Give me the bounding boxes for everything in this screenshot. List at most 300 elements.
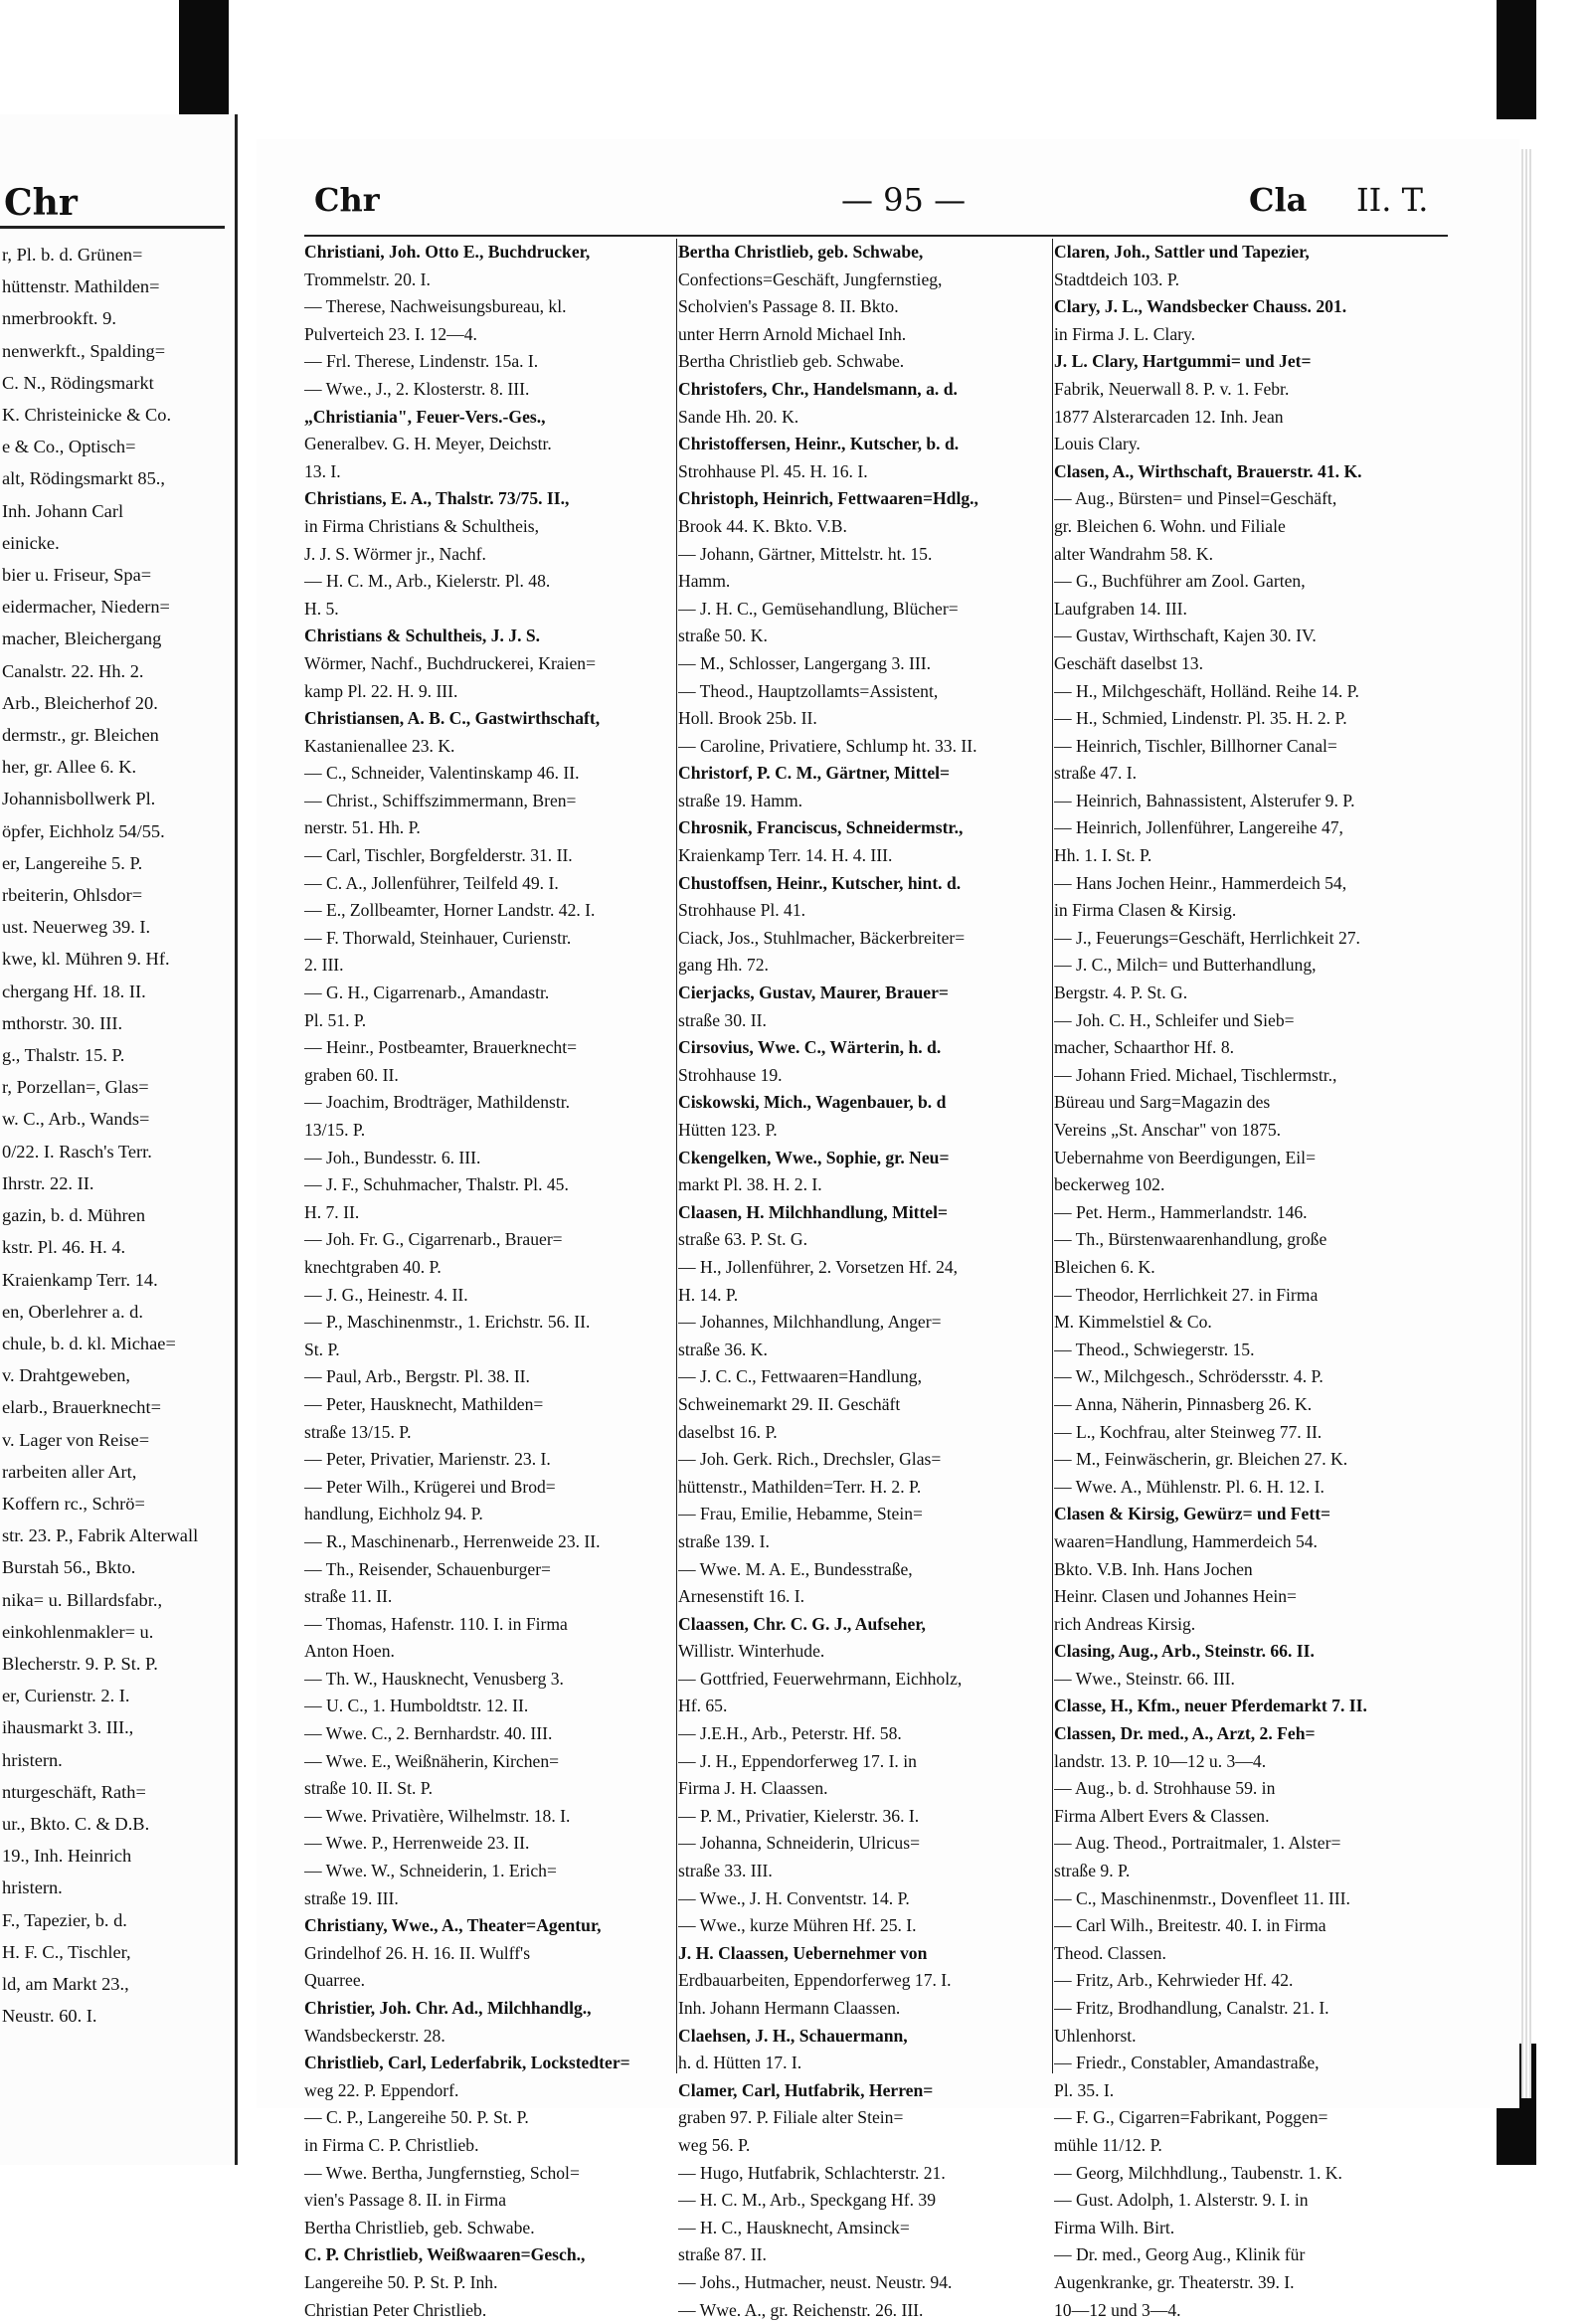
entry-line: — Wwe., Steinstr. 66. III. [1054, 1668, 1235, 1689]
entry-line: Quarree. [304, 1970, 366, 1991]
previous-page-line: Ihrstr. 22. II. [2, 1172, 94, 1193]
entry-line: — Therese, Nachweisungsbureau, kl. [304, 296, 567, 317]
entry-line: — Theod., Schwiegerstr. 15. [1054, 1339, 1255, 1359]
entry-line: — Wwe. A., Mühlenstr. Pl. 6. H. 12. I. [1054, 1476, 1325, 1497]
entry-line: straße 47. I. [1054, 763, 1138, 784]
entry-line: — Th., Bürstenwaarenhandlung, große [1054, 1229, 1327, 1250]
entry-line: St. P. [304, 1339, 340, 1359]
entry-line: — H., Jollenführer, 2. Vorsetzen Hf. 24, [678, 1256, 959, 1277]
entry-line: h. d. Hütten 17. I. [678, 2053, 802, 2073]
entry-line: — W., Milchgesch., Schrödersstr. 4. P. [1054, 1366, 1324, 1387]
previous-page-line: r, Pl. b. d. Grünen= [2, 245, 143, 265]
previous-page-line: ur., Bkto. C. & D.B. [2, 1813, 150, 1834]
entry-line: straße 9. P. [1054, 1861, 1131, 1881]
entry-line: — L., Kochfrau, alter Steinweg 77. II. [1054, 1421, 1323, 1442]
entry-line: — Frau, Emilie, Hebamme, Stein= [678, 1504, 923, 1524]
entry-line: — Gustav, Wirthschaft, Kajen 30. IV. [1054, 626, 1317, 646]
entry-line: nerstr. 51. Hh. P. [304, 817, 421, 838]
entry-heading-line: J. H. Claassen, Uebernehmer von [678, 1942, 928, 1963]
entry-line: weg 56. P. [678, 2134, 751, 2155]
previous-page-line: str. 23. P., Fabrik Alterwall [2, 1525, 199, 1546]
entry-line: Pl. 51. P. [304, 1009, 367, 1030]
entry-line: Erdbauarbeiten, Eppendorferweg 17. I. [678, 1970, 952, 1991]
directory-column-2 [678, 239, 1050, 2324]
entry-line: Stadtdeich 103. P. [1054, 268, 1180, 289]
entry-line: Büreau und Sarg=Magazin des [1054, 1092, 1271, 1113]
entry-line: Hh. 1. I. St. P. [1054, 845, 1152, 866]
entry-line: — Wwe., kurze Mühren Hf. 25. I. [678, 1915, 917, 1936]
entry-line: — C. P., Langereihe 50. P. St. P. [304, 2107, 529, 2128]
entry-heading-line: Classe, H., Kfm., neuer Pferdemarkt 7. II. [1054, 1696, 1367, 1716]
page-edge [1521, 149, 1531, 2098]
entry-line: markt Pl. 38. H. 2. I. [678, 1174, 822, 1195]
entry-line: Sande Hh. 20. K. [678, 406, 799, 427]
entry-heading-line: Christians & Schultheis, J. J. S. [304, 626, 541, 646]
entry-line: — C. A., Jollenführer, Teilfeld 49. I. [304, 872, 559, 893]
entry-line: — Th. W., Hausknecht, Venusberg 3. [304, 1668, 564, 1689]
entry-line: — Carl Wilh., Breitestr. 40. I. in Firma [1054, 1915, 1326, 1936]
entry-heading-line: Ciskowski, Mich., Wagenbauer, b. d [678, 1092, 947, 1113]
entry-heading-line: Classen, Dr. med., A., Arzt, 2. Feh= [1054, 1723, 1316, 1744]
previous-page-line: e & Co., Optisch= [2, 437, 136, 457]
previous-page-line: 0/22. I. Rasch's Terr. [2, 1141, 152, 1162]
entry-line: Holl. Brook 25b. II. [678, 708, 817, 729]
entry-line: — Johannes, Milchhandlung, Anger= [678, 1312, 942, 1333]
entry-line: 1877 Alsterarcaden 12. Inh. Jean [1054, 406, 1284, 427]
entry-line: Heinr. Clasen und Johannes Hein= [1054, 1586, 1297, 1607]
previous-page-line: hristern. [2, 1749, 63, 1770]
entry-heading-line: Ckengelken, Wwe., Sophie, gr. Neu= [678, 1147, 950, 1167]
entry-line: Geschäft daselbst 13. [1054, 652, 1203, 673]
entry-line: straße 30. II. [678, 1009, 767, 1030]
entry-line: — Peter Wilh., Krügerei und Brod= [304, 1476, 556, 1497]
entry-line: — Johanna, Schneiderin, Ulricus= [678, 1833, 920, 1854]
entry-line: landstr. 13. P. 10—12 u. 3—4. [1054, 1750, 1267, 1771]
entry-line: — J. H., Eppendorferweg 17. I. in [678, 1750, 917, 1771]
entry-line: Bkto. V.B. Inh. Hans Jochen [1054, 1558, 1253, 1579]
entry-line: — Hugo, Hutfabrik, Schlachterstr. 21. [678, 2162, 946, 2183]
entry-line: 13. I. [304, 460, 341, 481]
entry-line: Louis Clary. [1054, 434, 1141, 454]
entry-line: Ciack, Jos., Stuhlmacher, Bäckerbreiter= [678, 927, 966, 948]
entry-line: in Firma C. P. Christlieb. [304, 2134, 479, 2155]
entry-line: — Wwe. Privatière, Wilhelmstr. 18. I. [304, 1805, 571, 1826]
header-right-catchword: Cla [1249, 181, 1308, 219]
previous-page-line: her, gr. Allee 6. K. [2, 757, 137, 778]
previous-page-line: Neustr. 60. I. [2, 2006, 97, 2027]
previous-page-line: Johannisbollwerk Pl. [2, 789, 156, 809]
entry-line: Arnesenstift 16. I. [678, 1586, 805, 1607]
previous-page-line: hüttenstr. Mathilden= [2, 276, 160, 297]
previous-page-line: Blecherstr. 9. P. St. P. [2, 1653, 158, 1674]
entry-line: Hf. 65. [678, 1696, 728, 1716]
previous-page-line: Koffern rc., Schrö= [2, 1493, 145, 1514]
previous-page-line: v. Lager von Reise= [2, 1429, 150, 1450]
entry-line: — Heinrich, Tischler, Billhorner Canal= [1054, 735, 1337, 756]
entry-line: — H. C. M., Arb., Kielerstr. Pl. 48. [304, 571, 551, 592]
previous-page-line: eidermacher, Niedern= [2, 597, 170, 618]
previous-page-line: gazin, b. d. Mühren [2, 1205, 146, 1226]
directory-column-3 [1054, 239, 1432, 2324]
entry-line: Kastanienallee 23. K. [304, 735, 455, 756]
volume-label: II. T. [1356, 181, 1429, 219]
entry-line: — Friedr., Constabler, Amandastraße, [1054, 2053, 1320, 2073]
entry-line: — Wwe. M. A. E., Bundesstraße, [678, 1558, 913, 1579]
entry-line: straße 36. K. [678, 1339, 768, 1359]
entry-line: — Carl, Tischler, Borgfelderstr. 31. II. [304, 845, 573, 866]
directory-page [257, 139, 1519, 2320]
entry-line: Grindelhof 26. H. 16. II. Wulff's [304, 1942, 531, 1963]
entry-line: Kraienkamp Terr. 14. H. 4. III. [678, 845, 893, 866]
entry-line: Firma J. H. Claassen. [678, 1778, 828, 1799]
entry-line: Langereihe 50. P. St. P. Inh. [304, 2271, 498, 2292]
previous-page-line: er, Langereihe 5. P. [2, 852, 143, 873]
entry-line: — Wwe., J. H. Conventstr. 14. P. [678, 1887, 910, 1908]
entry-line: Inh. Johann Hermann Claassen. [678, 1998, 901, 2018]
entry-line: Bergstr. 4. P. St. G. [1054, 983, 1188, 1003]
entry-line: Schweinemarkt 29. II. Geschäft [678, 1393, 901, 1414]
entry-line: — J. G., Heinestr. 4. II. [304, 1284, 468, 1305]
previous-page-fragment [0, 114, 238, 2165]
previous-page-line: hristern. [2, 1877, 63, 1898]
entry-line: handlung, Eichholz 94. P. [304, 1504, 483, 1524]
previous-page-line: einkohlenmakler= u. [2, 1621, 154, 1642]
previous-page-line: nika= u. Billardsfabr., [2, 1589, 163, 1610]
entry-heading-line: Christorf, P. C. M., Gärtner, Mittel= [678, 763, 951, 784]
previous-page-line: C. N., Rödingsmarkt [2, 372, 154, 393]
entry-line: Pl. 35. I. [1054, 2079, 1115, 2100]
previous-page-line: chule, b. d. kl. Michae= [2, 1333, 176, 1353]
entry-line: in Firma Christians & Schultheis, [304, 515, 540, 536]
previous-page-line: F., Tapezier, b. d. [2, 1909, 127, 1930]
entry-line: straße 13/15. P. [304, 1421, 412, 1442]
entry-heading-line: Christofers, Chr., Handelsmann, a. d. [678, 378, 958, 399]
entry-line: Theod. Classen. [1054, 1942, 1166, 1963]
entry-line: Hütten 123. P. [678, 1120, 778, 1140]
entry-line: — Wwe. C., 2. Bernhardstr. 40. III. [304, 1723, 553, 1744]
entry-line: — R., Maschinenarb., Herrenweide 23. II. [304, 1530, 601, 1551]
entry-line: graben 97. P. Filiale alter Stein= [678, 2107, 904, 2128]
entry-heading-line: Christoffersen, Heinr., Kutscher, b. d. [678, 434, 960, 454]
entry-heading-line: Claasen, H. Milchhandlung, Mittel= [678, 1201, 949, 1222]
directory-column-1 [304, 239, 674, 2324]
entry-line: rich Andreas Kirsig. [1054, 1613, 1196, 1634]
entry-heading-line: Claassen, Chr. C. G. J., Aufseher, [678, 1613, 926, 1634]
previous-page-line: alt, Rödingsmarkt 85., [2, 468, 165, 489]
entry-line: — M., Schlosser, Langergang 3. III. [678, 652, 932, 673]
entry-line: — Heinrich, Jollenführer, Langereihe 47, [1054, 817, 1343, 838]
entry-heading-line: Clasen & Kirsig, Gewürz= und Fett= [1054, 1504, 1331, 1524]
previous-page-line: rbeiterin, Ohlsdor= [2, 885, 143, 906]
entry-line: straße 33. III. [678, 1861, 773, 1881]
entry-line: Uebernahme von Beerdigungen, Eil= [1054, 1147, 1316, 1167]
entry-line: straße 19. III. [304, 1887, 399, 1908]
entry-line: Firma Wilh. Birt. [1054, 2217, 1175, 2237]
entry-line: — Johs., Hutmacher, neust. Neustr. 94. [678, 2271, 953, 2292]
entry-line: — Hans Jochen Heinr., Hammerdeich 54, [1054, 872, 1347, 893]
previous-page-line: Inh. Johann Carl [2, 500, 124, 521]
entry-line: Fabrik, Neuerwall 8. P. v. 1. Febr. [1054, 378, 1290, 399]
entry-line: — Johann, Gärtner, Mittelstr. ht. 15. [678, 543, 933, 564]
previous-page-line: kwe, kl. Mühren 9. Hf. [2, 949, 170, 970]
entry-line: — Theod., Hauptzollamts=Assistent, [678, 680, 939, 701]
entry-line: straße 19. Hamm. [678, 790, 803, 810]
entry-line: — Joh., Bundesstr. 6. III. [304, 1147, 481, 1167]
entry-heading-line: Christians, E. A., Thalstr. 73/75. II., [304, 488, 570, 509]
entry-line: Generalbev. G. H. Meyer, Deichstr. [304, 434, 552, 454]
entry-line: — Thomas, Hafenstr. 110. I. in Firma [304, 1613, 568, 1634]
entry-line: 10—12 und 3—4. [1054, 2299, 1181, 2320]
entry-line: straße 50. K. [678, 626, 768, 646]
entry-line: Strohhause Pl. 41. [678, 900, 806, 921]
entry-line: — Dr. med., Georg Aug., Klinik für [1054, 2244, 1306, 2265]
entry-line: — Wwe., J., 2. Klosterstr. 8. III. [304, 378, 530, 399]
entry-line: vien's Passage 8. II. in Firma [304, 2190, 507, 2211]
entry-heading-line: Christoph, Heinrich, Fettwaaren=Hdlg., [678, 488, 978, 509]
entry-line: Confections=Geschäft, Jungfernstieg, [678, 268, 943, 289]
entry-line: Trommelstr. 20. I. [304, 268, 431, 289]
entry-line: Christian Peter Christlieb. [304, 2299, 487, 2320]
entry-line: knechtgraben 40. P. [304, 1256, 442, 1277]
entry-heading-line: Chrosnik, Franciscus, Schneidermstr., [678, 817, 964, 838]
previous-page-header: Chr [4, 182, 78, 224]
entry-line: H. 5. [304, 598, 339, 619]
entry-line: alter Wandrahm 58. K. [1054, 543, 1213, 564]
entry-line: — Wwe. W., Schneiderin, 1. Erich= [304, 1861, 557, 1881]
entry-line: Strohhause Pl. 45. H. 16. I. [678, 460, 868, 481]
previous-page-line: er, Curienstr. 2. I. [2, 1686, 130, 1706]
entry-line: — F. Thorwald, Steinhauer, Curienstr. [304, 927, 572, 948]
previous-page-line: ld, am Markt 23., [2, 1973, 129, 1994]
entry-line: — Georg, Milchhdlung., Taubenstr. 1. K. [1054, 2162, 1342, 2183]
previous-page-line: Canalstr. 22. Hh. 2. [2, 660, 144, 681]
entry-line: beckerweg 102. [1054, 1174, 1165, 1195]
entry-heading-line: Claren, Joh., Sattler und Tapezier, [1054, 242, 1310, 262]
entry-line: — Joh. Fr. G., Cigarrenarb., Brauer= [304, 1229, 563, 1250]
entry-line: kamp Pl. 22. H. 9. III. [304, 680, 458, 701]
previous-page-text [2, 239, 233, 2032]
entry-line: straße 87. II. [678, 2244, 767, 2265]
previous-page-line: Burstah 56., Bkto. [2, 1557, 136, 1578]
entry-line: — Wwe. E., Weißnäherin, Kirchen= [304, 1750, 560, 1771]
entry-line: — Aug. Theod., Portraitmaler, 1. Alster= [1054, 1833, 1341, 1854]
entry-line: — Gottfried, Feuerwehrmann, Eichholz, [678, 1668, 963, 1689]
entry-line: M. Kimmelstiel & Co. [1054, 1312, 1212, 1333]
entry-line: daselbst 16. P. [678, 1421, 778, 1442]
entry-line: Anton Hoen. [304, 1641, 395, 1662]
previous-page-line: mthorstr. 30. III. [2, 1012, 123, 1033]
entry-heading-line: Claehsen, J. H., Schauermann, [678, 2025, 908, 2046]
entry-line: — Gust. Adolph, 1. Alsterstr. 9. I. in [1054, 2190, 1309, 2211]
entry-line: graben 60. II. [304, 1064, 399, 1085]
entry-line: H. 7. II. [304, 1201, 360, 1222]
entry-line: Bleichen 6. K. [1054, 1256, 1155, 1277]
previous-page-line: Arb., Bleicherhof 20. [2, 692, 158, 713]
previous-page-line: w. C., Arb., Wands= [2, 1109, 150, 1130]
entry-heading-line: Christiani, Joh. Otto E., Buchdrucker, [304, 242, 591, 262]
entry-line: — Wwe. A., gr. Reichenstr. 26. III. [678, 2299, 924, 2320]
previous-page-line: ust. Neuerweg 39. I. [2, 917, 151, 938]
entry-line: — Pet. Herm., Hammerlandstr. 146. [1054, 1201, 1308, 1222]
entry-line: — U. C., 1. Humboldtstr. 12. II. [304, 1696, 529, 1716]
entry-line: — G., Buchführer am Zool. Garten, [1054, 571, 1306, 592]
entry-line: gang Hh. 72. [678, 955, 769, 976]
entry-line: Laufgraben 14. III. [1054, 598, 1187, 619]
entry-line: — Wwe. Bertha, Jungfernstieg, Schol= [304, 2162, 580, 2183]
entry-line: — Christ., Schiffszimmermann, Bren= [304, 790, 577, 810]
entry-heading-line: Cirsovius, Wwe. C., Wärterin, h. d. [678, 1037, 942, 1058]
entry-line: — F. G., Cigarren=Fabrikant, Poggen= [1054, 2107, 1328, 2128]
entry-line: — C., Schneider, Valentinskamp 46. II. [304, 763, 580, 784]
entry-line: Hamm. [678, 571, 731, 592]
previous-page-line: ihausmarkt 3. III., [2, 1717, 134, 1738]
entry-heading-line: Clasing, Aug., Arb., Steinstr. 66. II. [1054, 1641, 1315, 1662]
entry-line: — Wwe. P., Herrenweide 23. II. [304, 1833, 530, 1854]
previous-page-rule [0, 226, 225, 229]
entry-line: 2. III. [304, 955, 344, 976]
entry-heading-line: „Christiania", Feuer-Vers.-Ges., [304, 406, 546, 427]
entry-line: H. 14. P. [678, 1284, 739, 1305]
entry-line: — Peter, Hausknecht, Mathilden= [304, 1393, 544, 1414]
page-header [304, 181, 1458, 229]
entry-line: waaren=Handlung, Hammerdeich 54. [1054, 1530, 1318, 1551]
previous-page-line: H. F. C., Tischler, [2, 1941, 131, 1962]
entry-line: — Joh. Gerk. Rich., Drechsler, Glas= [678, 1449, 942, 1470]
previous-page-line: K. Christeinicke & Co. [2, 405, 172, 426]
entry-line: — H., Schmied, Lindenstr. Pl. 35. H. 2. P. [1054, 708, 1347, 729]
previous-page-line: nenwerkft., Spalding= [2, 340, 166, 361]
entry-line: — H. C. M., Arb., Speckgang Hf. 39 [678, 2190, 937, 2211]
entry-line: — Johann Fried. Michael, Tischlermstr., [1054, 1064, 1337, 1085]
entry-line: Uhlenhorst. [1054, 2025, 1137, 2046]
entry-line: — Fritz, Brodhandlung, Canalstr. 21. I. [1054, 1998, 1329, 2018]
entry-line: — G. H., Cigarrenarb., Amandastr. [304, 983, 550, 1003]
entry-line: — Frl. Therese, Lindenstr. 15a. I. [304, 351, 539, 372]
header-rule [304, 235, 1448, 237]
entry-line: weg 22. P. Eppendorf. [304, 2079, 459, 2100]
entry-line: straße 11. II. [304, 1586, 393, 1607]
entry-line: Wörmer, Nachf., Buchdruckerei, Kraien= [304, 652, 597, 673]
entry-line: — P. M., Privatier, Kielerstr. 36. I. [678, 1805, 920, 1826]
header-left-catchword: Chr [314, 181, 380, 219]
previous-page-line: nturgeschäft, Rath= [2, 1781, 146, 1802]
previous-page-line: Kraienkamp Terr. 14. [2, 1269, 158, 1290]
entry-line: — Heinr., Postbeamter, Brauerknecht= [304, 1037, 578, 1058]
entry-heading-line: Christier, Joh. Chr. Ad., Milchhandlg., [304, 1998, 592, 2018]
entry-heading-line: Clasen, A., Wirthschaft, Brauerstr. 41. K. [1054, 460, 1362, 481]
entry-line: — H., Milchgeschäft, Holländ. Reihe 14. P. [1054, 680, 1359, 701]
entry-line: — Anna, Näherin, Pinnasberg 26. K. [1054, 1393, 1313, 1414]
entry-line: — Th., Reisender, Schauenburger= [304, 1558, 551, 1579]
previous-page-line: nmerbrookft. 9. [2, 308, 116, 329]
entry-line: — H. C., Hausknecht, Amsinck= [678, 2217, 910, 2237]
entry-line: 13/15. P. [304, 1120, 366, 1140]
entry-line: Wandsbeckerstr. 28. [304, 2025, 445, 2046]
entry-line: — Heinrich, Bahnassistent, Alsterufer 9. P. [1054, 790, 1355, 810]
previous-page-line: kstr. Pl. 46. H. 4. [2, 1237, 126, 1258]
previous-page-line: r, Porzellan=, Glas= [2, 1077, 149, 1098]
entry-line: — Aug., b. d. Strohhause 59. in [1054, 1778, 1276, 1799]
entry-heading-line: Christiansen, A. B. C., Gastwirthschaft, [304, 708, 601, 729]
entry-line: — P., Maschinenmstr., 1. Erichstr. 56. II. [304, 1312, 591, 1333]
frame-bar-right-top [1497, 0, 1536, 119]
entry-line: — Theodor, Herrlichkeit 27. in Firma [1054, 1284, 1319, 1305]
previous-page-line: rarbeiten aller Art, [2, 1461, 137, 1482]
previous-page-line: 19., Inh. Heinrich [2, 1846, 132, 1867]
frame-bar-left-top [179, 0, 229, 119]
entry-line: gr. Bleichen 6. Wohn. und Filiale [1054, 515, 1286, 536]
entry-line: Firma Albert Evers & Classen. [1054, 1805, 1270, 1826]
entry-line: Vereins „St. Anschar" von 1875. [1054, 1120, 1282, 1140]
entry-line: Willistr. Winterhude. [678, 1641, 825, 1662]
previous-page-line: en, Oberlehrer a. d. [2, 1301, 143, 1322]
entry-heading-line: J. L. Clary, Hartgummi= und Jet= [1054, 351, 1312, 372]
entry-line: — J. C. C., Fettwaaren=Handlung, [678, 1366, 922, 1387]
previous-page-line: bier u. Friseur, Spa= [2, 565, 152, 586]
entry-line: in Firma Clasen & Kirsig. [1054, 900, 1237, 921]
entry-line: Pulverteich 23. I. 12—4. [304, 323, 477, 344]
previous-page-line: chergang Hf. 18. II. [2, 981, 146, 1001]
entry-line: — Joh. C. H., Schleifer und Sieb= [1054, 1009, 1295, 1030]
entry-heading-line: Christlieb, Carl, Lederfabrik, Lockstedter= [304, 2053, 630, 2073]
entry-line: Strohhause 19. [678, 1064, 783, 1085]
previous-page-line: macher, Bleichergang [2, 628, 162, 649]
entry-heading-line: Chustoffsen, Heinr., Kutscher, hint. d. [678, 872, 962, 893]
entry-line: straße 139. I. [678, 1530, 770, 1551]
previous-page-line: einicke. [2, 532, 60, 553]
entry-line: macher, Schaarthor Hf. 8. [1054, 1037, 1235, 1058]
entry-line: — Caroline, Privatiere, Schlump ht. 33. II. [678, 735, 977, 756]
entry-line: — M., Feinwäscherin, gr. Bleichen 27. K. [1054, 1449, 1348, 1470]
entry-line: — J. C., Milch= und Butterhandlung, [1054, 955, 1317, 976]
entry-heading-line: Clamer, Carl, Hutfabrik, Herren= [678, 2079, 934, 2100]
entry-line: — J.E.H., Arb., Peterstr. Hf. 58. [678, 1723, 902, 1744]
entry-line: — Fritz, Arb., Kehrwieder Hf. 42. [1054, 1970, 1294, 1991]
entry-line: — Joachim, Brodträger, Mathildenstr. [304, 1092, 571, 1113]
entry-line: J. J. S. Wörmer jr., Nachf. [304, 543, 486, 564]
entry-line: Bertha Christlieb, geb. Schwabe. [304, 2217, 535, 2237]
entry-heading-line: Christiany, Wwe., A., Theater=Agentur, [304, 1915, 602, 1936]
entry-line: Augenkranke, gr. Theaterstr. 39. I. [1054, 2271, 1295, 2292]
entry-line: straße 63. P. St. G. [678, 1229, 808, 1250]
previous-page-line: elarb., Brauerknecht= [2, 1397, 161, 1418]
entry-line: — J. F., Schuhmacher, Thalstr. Pl. 45. [304, 1174, 569, 1195]
column-divider-2 [1052, 239, 1053, 2073]
entry-line: Bertha Christlieb geb. Schwabe. [678, 351, 905, 372]
previous-page-line: dermstr., gr. Bleichen [2, 725, 159, 746]
entry-line: mühle 11/12. P. [1054, 2134, 1162, 2155]
entry-line: — C., Maschinenmstr., Dovenfleet 11. III. [1054, 1887, 1350, 1908]
entry-line: Scholvien's Passage 8. II. Bkto. [678, 296, 899, 317]
entry-heading-line: Bertha Christlieb, geb. Schwabe, [678, 242, 924, 262]
page-number: — 95 — [841, 181, 967, 219]
entry-heading-line: C. P. Christlieb, Weißwaaren=Gesch., [304, 2244, 586, 2265]
entry-line: — Peter, Privatier, Marienstr. 23. I. [304, 1449, 551, 1470]
entry-heading-line: Clary, J. L., Wandsbecker Chauss. 201. [1054, 296, 1347, 317]
entry-line: — E., Zollbeamter, Horner Landstr. 42. I. [304, 900, 596, 921]
previous-page-line: v. Drahtgeweben, [2, 1365, 131, 1386]
entry-line: straße 10. II. St. P. [304, 1778, 434, 1799]
previous-page-line: g., Thalstr. 15. P. [2, 1045, 125, 1066]
entry-heading-line: Cierjacks, Gustav, Maurer, Brauer= [678, 983, 949, 1003]
entry-line: — J. H. C., Gemüsehandlung, Blücher= [678, 598, 959, 619]
entry-line: hüttenstr., Mathilden=Terr. H. 2. P. [678, 1476, 922, 1497]
entry-line: in Firma J. L. Clary. [1054, 323, 1196, 344]
entry-line: — J., Feuerungs=Geschäft, Herrlichkeit 27. [1054, 927, 1360, 948]
entry-line: Brook 44. K. Bkto. V.B. [678, 515, 847, 536]
entry-line: unter Herrn Arnold Michael Inh. [678, 323, 907, 344]
entry-line: — Aug., Bürsten= und Pinsel=Geschäft, [1054, 488, 1337, 509]
